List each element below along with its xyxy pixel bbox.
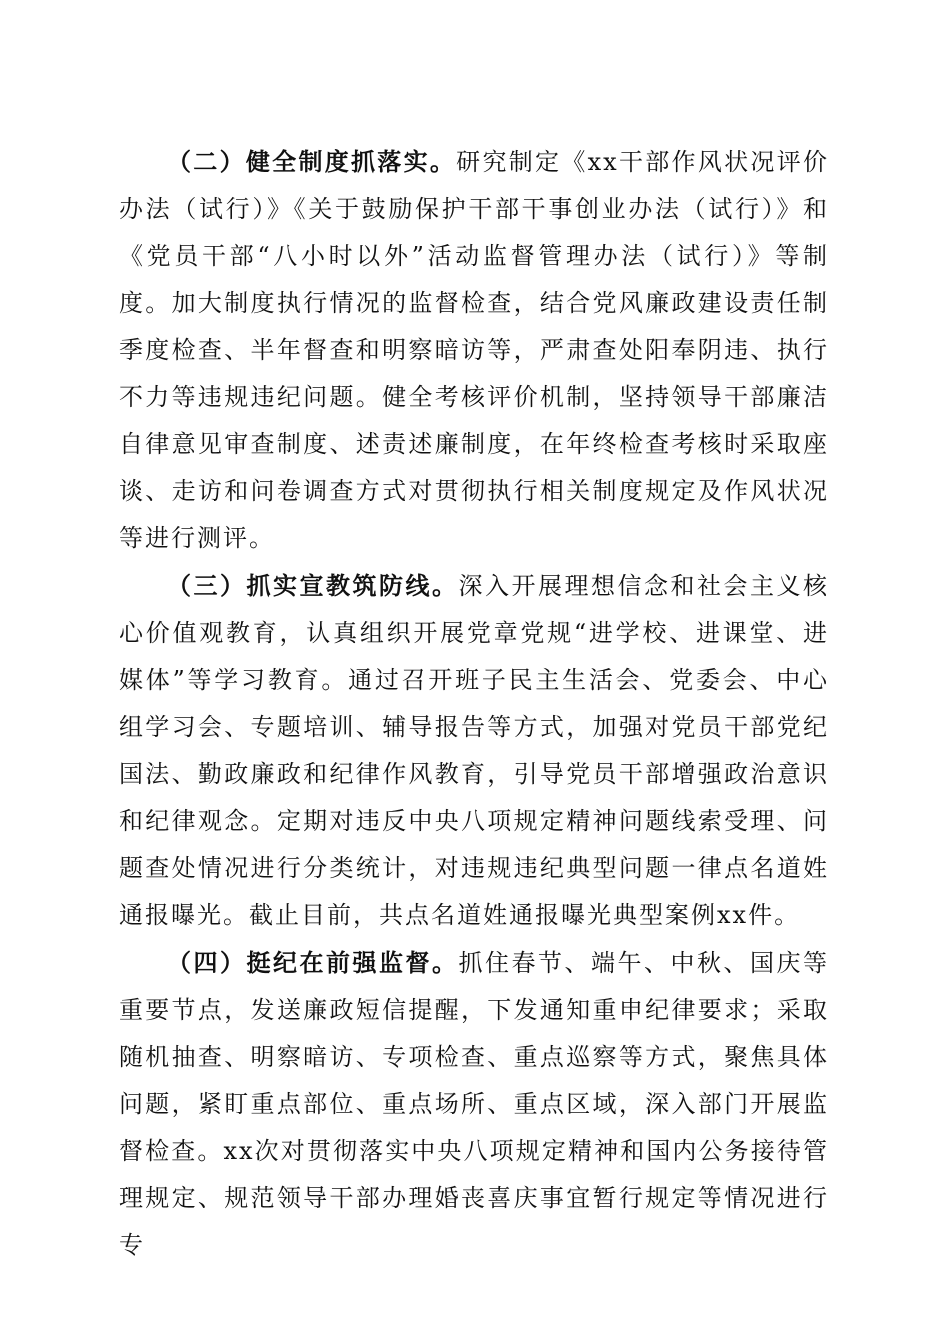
paragraph-4-text: 抓住春节、端午、中秋、国庆等重要节点，发送廉政短信提醒，下发通知重申纪律要求；采取随机抽查、明察暗访、专项检查、重点巡察等方式，聚焦具体问题，紧盯重点部位、重点场所、重点区域，深入部门开展监督检查。xx次对贯彻落实中央八项规定精神和国内公务接待管理规定、规范领导干部办理婚丧喜庆事宜暂行规定等情况进行专 [119, 949, 829, 1259]
paragraph-3-text: 深入开展理想信念和社会主义核心价值观教育，认真组织开展党章党规“进学校、进课堂、进媒体”等学习教育。通过召开班子民主生活会、党委会、中心组学习会、专题培训、辅导报告等方式，加强对党员干部党纪国法、勤政廉政和纪律作风教育，引导党员干部增强政治意识和纪律观念。定期对违反中央八项规定精神问题线索受理、问题查处情况进行分类统计，对违规违纪典型问题一律点名道姓通报曝光。截止目前，共点名道姓通报曝光典型案例xx件。 [119, 572, 829, 929]
paragraph-4-heading: （四）挺纪在前强监督。 [167, 948, 459, 977]
paragraph-3 [119, 562, 829, 939]
paragraph-2-heading: （二）健全制度抓落实。 [167, 147, 457, 176]
paragraph-2-text: 研究制定《xx干部作风状况评价办法（试行）》《关于鼓励保护干部干事创业办法（试行）》和《党员干部“八小时以外”活动监督管理办法（试行）》等制度。加大制度执行情况的监督检查，结合党风廉政建设责任制季度检查、半年督查和明察暗访等，严肃查处阳奉阴违、执行不力等违规违纪问题。健全考核评价机制，坚持领导干部廉洁自律意见审查制度、述责述廉制度，在年终检查考核时采取座谈、走访和问卷调查方式对贯彻执行相关制度规定及作风状况等进行测评。 [119, 148, 829, 552]
paragraph-4 [119, 939, 829, 1269]
paragraph-3-heading: （三）抓实宣教筑防线。 [167, 571, 459, 600]
document-body [119, 138, 829, 1269]
paragraph-2 [119, 138, 829, 562]
